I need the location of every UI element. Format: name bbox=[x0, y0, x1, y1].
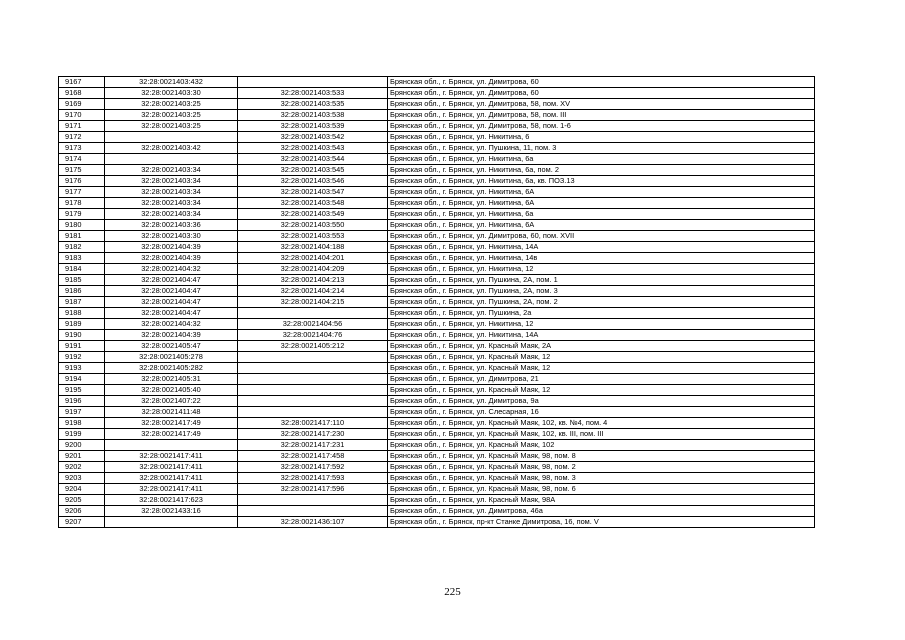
table-row bbox=[59, 198, 815, 209]
row-number-cell: 9187 bbox=[59, 297, 105, 308]
land-plot-number-cell: 32:28:0021403:36 bbox=[105, 220, 238, 231]
address-cell: Брянская обл., г. Брянск, ул. Красный Маяк, 98А bbox=[388, 495, 815, 506]
object-number-cell bbox=[238, 363, 388, 374]
land-plot-number-cell: 32:28:0021403:432 bbox=[105, 77, 238, 88]
table-row bbox=[59, 385, 815, 396]
object-number-cell: 32:28:0021403:542 bbox=[238, 132, 388, 143]
row-number-cell: 9188 bbox=[59, 308, 105, 319]
table-row bbox=[59, 396, 815, 407]
address-cell: Брянская обл., г. Брянск, ул. Димитрова, 60 bbox=[388, 88, 815, 99]
table-row bbox=[59, 176, 815, 187]
row-number-cell: 9199 bbox=[59, 429, 105, 440]
row-number-cell: 9172 bbox=[59, 132, 105, 143]
table-row bbox=[59, 330, 815, 341]
land-plot-number-cell bbox=[105, 440, 238, 451]
land-plot-number-cell: 32:28:0021403:25 bbox=[105, 99, 238, 110]
table-row bbox=[59, 319, 815, 330]
address-cell: Брянская обл., г. Брянск, ул. Димитрова, 46а bbox=[388, 506, 815, 517]
table-row bbox=[59, 363, 815, 374]
address-cell: Брянская обл., г. Брянск, ул. Димитрова, 58, пом. 1-6 bbox=[388, 121, 815, 132]
address-cell: Брянская обл., г. Брянск, ул. Красный Маяк, 102, кв. №4, пом. 4 bbox=[388, 418, 815, 429]
object-number-cell: 32:28:0021403:547 bbox=[238, 187, 388, 198]
address-cell: Брянская обл., г. Брянск, ул. Пушкина, 2а bbox=[388, 308, 815, 319]
table-row bbox=[59, 242, 815, 253]
address-cell: Брянская обл., г. Брянск, ул. Слесарная, 16 bbox=[388, 407, 815, 418]
address-cell: Брянская обл., г. Брянск, ул. Никитина, 6А bbox=[388, 187, 815, 198]
object-number-cell bbox=[238, 396, 388, 407]
table-row bbox=[59, 484, 815, 495]
address-cell: Брянская обл., г. Брянск, ул. Красный Маяк, 12 bbox=[388, 352, 815, 363]
land-plot-number-cell: 32:28:0021403:34 bbox=[105, 165, 238, 176]
row-number-cell: 9184 bbox=[59, 264, 105, 275]
land-plot-number-cell bbox=[105, 132, 238, 143]
address-cell: Брянская обл., г. Брянск, ул. Красный Маяк, 12 bbox=[388, 385, 815, 396]
address-cell: Брянская обл., г. Брянск, ул. Пушкина, 2А, пом. 1 bbox=[388, 275, 815, 286]
object-number-cell: 32:28:0021404:213 bbox=[238, 275, 388, 286]
land-plot-number-cell: 32:28:0021417:49 bbox=[105, 429, 238, 440]
object-number-cell bbox=[238, 77, 388, 88]
object-number-cell bbox=[238, 385, 388, 396]
object-number-cell: 32:28:0021417:231 bbox=[238, 440, 388, 451]
table-row bbox=[59, 99, 815, 110]
land-plot-number-cell: 32:28:0021433:16 bbox=[105, 506, 238, 517]
address-cell: Брянская обл., г. Брянск, ул. Красный Маяк, 98, пом. 8 bbox=[388, 451, 815, 462]
table-row bbox=[59, 121, 815, 132]
address-cell: Брянская обл., г. Брянск, ул. Пушкина, 11, пом. 3 bbox=[388, 143, 815, 154]
row-number-cell: 9186 bbox=[59, 286, 105, 297]
land-plot-number-cell: 32:28:0021417:411 bbox=[105, 451, 238, 462]
row-number-cell: 9206 bbox=[59, 506, 105, 517]
land-plot-number-cell: 32:28:0021417:411 bbox=[105, 462, 238, 473]
object-number-cell: 32:28:0021403:546 bbox=[238, 176, 388, 187]
address-cell: Брянская обл., г. Брянск, ул. Красный Маяк, 2А bbox=[388, 341, 815, 352]
address-cell: Брянская обл., г. Брянск, ул. Никитина, 6 bbox=[388, 132, 815, 143]
row-number-cell: 9181 bbox=[59, 231, 105, 242]
object-number-cell: 32:28:0021403:545 bbox=[238, 165, 388, 176]
address-cell: Брянская обл., г. Брянск, ул. Никитина, 12 bbox=[388, 264, 815, 275]
table-row bbox=[59, 88, 815, 99]
object-number-cell: 32:28:0021403:550 bbox=[238, 220, 388, 231]
address-cell: Брянская обл., г. Брянск, ул. Димитрова, 21 bbox=[388, 374, 815, 385]
row-number-cell: 9201 bbox=[59, 451, 105, 462]
address-cell: Брянская обл., г. Брянск, ул. Никитина, 6а, пом. 2 bbox=[388, 165, 815, 176]
table-row bbox=[59, 352, 815, 363]
land-plot-number-cell: 32:28:0021404:39 bbox=[105, 330, 238, 341]
object-number-cell: 32:28:0021403:549 bbox=[238, 209, 388, 220]
address-cell: Брянская обл., г. Брянск, ул. Никитина, 14в bbox=[388, 253, 815, 264]
land-plot-number-cell: 32:28:0021404:39 bbox=[105, 253, 238, 264]
object-number-cell: 32:28:0021403:539 bbox=[238, 121, 388, 132]
object-number-cell: 32:28:0021417:593 bbox=[238, 473, 388, 484]
object-number-cell: 32:28:0021404:188 bbox=[238, 242, 388, 253]
table-row bbox=[59, 374, 815, 385]
row-number-cell: 9202 bbox=[59, 462, 105, 473]
land-plot-number-cell: 32:28:0021403:30 bbox=[105, 88, 238, 99]
land-plot-number-cell: 32:28:0021403:25 bbox=[105, 110, 238, 121]
address-cell: Брянская обл., г. Брянск, ул. Никитина, 14А bbox=[388, 242, 815, 253]
land-plot-number-cell: 32:28:0021404:39 bbox=[105, 242, 238, 253]
row-number-cell: 9200 bbox=[59, 440, 105, 451]
row-number-cell: 9179 bbox=[59, 209, 105, 220]
land-plot-number-cell: 32:28:0021411:48 bbox=[105, 407, 238, 418]
object-number-cell bbox=[238, 407, 388, 418]
land-plot-number-cell: 32:28:0021403:25 bbox=[105, 121, 238, 132]
object-number-cell: 32:28:0021404:215 bbox=[238, 297, 388, 308]
row-number-cell: 9203 bbox=[59, 473, 105, 484]
table-row bbox=[59, 297, 815, 308]
table-row bbox=[59, 209, 815, 220]
row-number-cell: 9192 bbox=[59, 352, 105, 363]
land-plot-number-cell: 32:28:0021405:278 bbox=[105, 352, 238, 363]
row-number-cell: 9175 bbox=[59, 165, 105, 176]
object-number-cell: 32:28:0021417:592 bbox=[238, 462, 388, 473]
address-cell: Брянская обл., г. Брянск, ул. Красный Маяк, 98, пом. 6 bbox=[388, 484, 815, 495]
row-number-cell: 9177 bbox=[59, 187, 105, 198]
table-row bbox=[59, 429, 815, 440]
land-plot-number-cell: 32:28:0021417:623 bbox=[105, 495, 238, 506]
row-number-cell: 9182 bbox=[59, 242, 105, 253]
address-cell: Брянская обл., г. Брянск, ул. Красный Маяк, 102 bbox=[388, 440, 815, 451]
table-row bbox=[59, 495, 815, 506]
row-number-cell: 9170 bbox=[59, 110, 105, 121]
land-plot-number-cell: 32:28:0021404:32 bbox=[105, 319, 238, 330]
land-plot-number-cell: 32:28:0021403:34 bbox=[105, 176, 238, 187]
object-number-cell: 32:28:0021404:209 bbox=[238, 264, 388, 275]
object-number-cell: 32:28:0021417:230 bbox=[238, 429, 388, 440]
land-plot-number-cell: 32:28:0021404:47 bbox=[105, 297, 238, 308]
address-cell: Брянская обл., г. Брянск, ул. Никитина, 6А bbox=[388, 198, 815, 209]
address-cell: Брянская обл., г. Брянск, ул. Димитрова, 60 bbox=[388, 77, 815, 88]
table-row bbox=[59, 264, 815, 275]
row-number-cell: 9171 bbox=[59, 121, 105, 132]
land-plot-number-cell: 32:28:0021403:34 bbox=[105, 198, 238, 209]
land-plot-number-cell: 32:28:0021403:30 bbox=[105, 231, 238, 242]
object-number-cell: 32:28:0021403:548 bbox=[238, 198, 388, 209]
table-row bbox=[59, 440, 815, 451]
table-row bbox=[59, 132, 815, 143]
address-cell: Брянская обл., г. Брянск, ул. Димитрова, 9а bbox=[388, 396, 815, 407]
object-number-cell: 32:28:0021403:533 bbox=[238, 88, 388, 99]
address-cell: Брянская обл., г. Брянск, ул. Никитина, 12 bbox=[388, 319, 815, 330]
address-cell: Брянская обл., г. Брянск, ул. Красный Маяк, 102, кв. III, пом. III bbox=[388, 429, 815, 440]
row-number-cell: 9189 bbox=[59, 319, 105, 330]
table-row bbox=[59, 275, 815, 286]
land-plot-number-cell bbox=[105, 154, 238, 165]
address-cell: Брянская обл., г. Брянск, ул. Красный Маяк, 98, пом. 2 bbox=[388, 462, 815, 473]
cadastral-table bbox=[58, 76, 815, 528]
row-number-cell: 9178 bbox=[59, 198, 105, 209]
land-plot-number-cell: 32:28:0021405:40 bbox=[105, 385, 238, 396]
table-row bbox=[59, 143, 815, 154]
row-number-cell: 9167 bbox=[59, 77, 105, 88]
object-number-cell: 32:28:0021403:544 bbox=[238, 154, 388, 165]
object-number-cell: 32:28:0021405:212 bbox=[238, 341, 388, 352]
address-cell: Брянская обл., г. Брянск, пр-кт Станке Димитрова, 16, пом. V bbox=[388, 517, 815, 528]
table-row bbox=[59, 462, 815, 473]
object-number-cell: 32:28:0021417:458 bbox=[238, 451, 388, 462]
land-plot-number-cell: 32:28:0021417:411 bbox=[105, 473, 238, 484]
row-number-cell: 9204 bbox=[59, 484, 105, 495]
table-row bbox=[59, 154, 815, 165]
row-number-cell: 9183 bbox=[59, 253, 105, 264]
row-number-cell: 9197 bbox=[59, 407, 105, 418]
row-number-cell: 9195 bbox=[59, 385, 105, 396]
object-number-cell bbox=[238, 495, 388, 506]
table-row bbox=[59, 308, 815, 319]
address-cell: Брянская обл., г. Брянск, ул. Никитина, 6А bbox=[388, 220, 815, 231]
object-number-cell: 32:28:0021417:110 bbox=[238, 418, 388, 429]
address-cell: Брянская обл., г. Брянск, ул. Димитрова, 60, пом. XVII bbox=[388, 231, 815, 242]
object-number-cell: 32:28:0021404:214 bbox=[238, 286, 388, 297]
row-number-cell: 9174 bbox=[59, 154, 105, 165]
cadastral-table-body bbox=[59, 77, 815, 528]
address-cell: Брянская обл., г. Брянск, ул. Пушкина, 2А, пом. 2 bbox=[388, 297, 815, 308]
land-plot-number-cell: 32:28:0021403:42 bbox=[105, 143, 238, 154]
table-row bbox=[59, 341, 815, 352]
object-number-cell: 32:28:0021403:535 bbox=[238, 99, 388, 110]
object-number-cell bbox=[238, 352, 388, 363]
object-number-cell bbox=[238, 308, 388, 319]
row-number-cell: 9196 bbox=[59, 396, 105, 407]
page-number: 225 bbox=[444, 586, 461, 598]
row-number-cell: 9169 bbox=[59, 99, 105, 110]
table-row bbox=[59, 418, 815, 429]
row-number-cell: 9191 bbox=[59, 341, 105, 352]
table-row bbox=[59, 187, 815, 198]
land-plot-number-cell: 32:28:0021405:31 bbox=[105, 374, 238, 385]
land-plot-number-cell: 32:28:0021405:282 bbox=[105, 363, 238, 374]
table-row bbox=[59, 231, 815, 242]
object-number-cell: 32:28:0021403:538 bbox=[238, 110, 388, 121]
object-number-cell bbox=[238, 506, 388, 517]
address-cell: Брянская обл., г. Брянск, ул. Пушкина, 2А, пом. 3 bbox=[388, 286, 815, 297]
object-number-cell: 32:28:0021403:543 bbox=[238, 143, 388, 154]
address-cell: Брянская обл., г. Брянск, ул. Никитина, 6а bbox=[388, 209, 815, 220]
land-plot-number-cell: 32:28:0021407:22 bbox=[105, 396, 238, 407]
land-plot-number-cell: 32:28:0021403:34 bbox=[105, 209, 238, 220]
table-row bbox=[59, 407, 815, 418]
table-row bbox=[59, 165, 815, 176]
land-plot-number-cell: 32:28:0021404:47 bbox=[105, 275, 238, 286]
row-number-cell: 9173 bbox=[59, 143, 105, 154]
row-number-cell: 9185 bbox=[59, 275, 105, 286]
address-cell: Брянская обл., г. Брянск, ул. Никитина, 6а, кв. ПОЗ.13 bbox=[388, 176, 815, 187]
land-plot-number-cell: 32:28:0021417:411 bbox=[105, 484, 238, 495]
land-plot-number-cell bbox=[105, 517, 238, 528]
object-number-cell: 32:28:0021404:76 bbox=[238, 330, 388, 341]
address-cell: Брянская обл., г. Брянск, ул. Красный Маяк, 98, пом. 3 bbox=[388, 473, 815, 484]
row-number-cell: 9198 bbox=[59, 418, 105, 429]
object-number-cell: 32:28:0021436:107 bbox=[238, 517, 388, 528]
address-cell: Брянская обл., г. Брянск, ул. Димитрова, 58, пом. XV bbox=[388, 99, 815, 110]
table-row bbox=[59, 220, 815, 231]
table-row bbox=[59, 506, 815, 517]
object-number-cell: 32:28:0021404:56 bbox=[238, 319, 388, 330]
land-plot-number-cell: 32:28:0021405:47 bbox=[105, 341, 238, 352]
table-row bbox=[59, 77, 815, 88]
row-number-cell: 9193 bbox=[59, 363, 105, 374]
table-row bbox=[59, 517, 815, 528]
land-plot-number-cell: 32:28:0021403:34 bbox=[105, 187, 238, 198]
table-row bbox=[59, 253, 815, 264]
address-cell: Брянская обл., г. Брянск, ул. Никитина, 6а bbox=[388, 154, 815, 165]
row-number-cell: 9205 bbox=[59, 495, 105, 506]
row-number-cell: 9168 bbox=[59, 88, 105, 99]
row-number-cell: 9176 bbox=[59, 176, 105, 187]
object-number-cell: 32:28:0021403:553 bbox=[238, 231, 388, 242]
table-row bbox=[59, 286, 815, 297]
land-plot-number-cell: 32:28:0021404:47 bbox=[105, 308, 238, 319]
table-row bbox=[59, 110, 815, 121]
address-cell: Брянская обл., г. Брянск, ул. Димитрова, 58, пом. III bbox=[388, 110, 815, 121]
table-row bbox=[59, 473, 815, 484]
land-plot-number-cell: 32:28:0021404:47 bbox=[105, 286, 238, 297]
row-number-cell: 9180 bbox=[59, 220, 105, 231]
table-row bbox=[59, 451, 815, 462]
address-cell: Брянская обл., г. Брянск, ул. Красный Маяк, 12 bbox=[388, 363, 815, 374]
row-number-cell: 9194 bbox=[59, 374, 105, 385]
land-plot-number-cell: 32:28:0021404:32 bbox=[105, 264, 238, 275]
address-cell: Брянская обл., г. Брянск, ул. Никитина, 14А bbox=[388, 330, 815, 341]
object-number-cell: 32:28:0021417:596 bbox=[238, 484, 388, 495]
land-plot-number-cell: 32:28:0021417:49 bbox=[105, 418, 238, 429]
object-number-cell bbox=[238, 374, 388, 385]
row-number-cell: 9207 bbox=[59, 517, 105, 528]
row-number-cell: 9190 bbox=[59, 330, 105, 341]
object-number-cell: 32:28:0021404:201 bbox=[238, 253, 388, 264]
